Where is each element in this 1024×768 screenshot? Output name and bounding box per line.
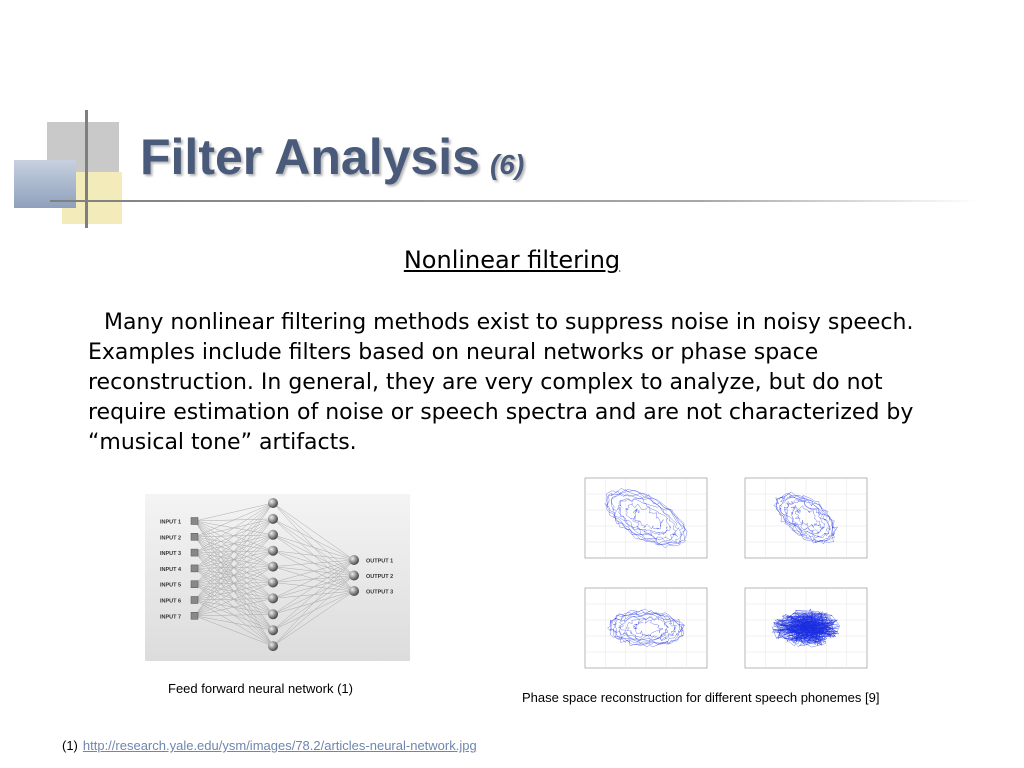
hidden-node (268, 562, 278, 572)
input-node (191, 549, 198, 556)
hidden-node (268, 498, 278, 508)
phase-space-caption: Phase space reconstruction for different speech phonemes [9] (522, 690, 880, 705)
hidden-node (268, 530, 278, 540)
input-label: INPUT 3 (160, 551, 182, 558)
hidden-node (268, 641, 278, 651)
hidden-node (268, 593, 278, 603)
section-heading: Nonlinear filtering (403, 246, 621, 274)
output-label: OUTPUT 1 (366, 558, 394, 565)
input-label: INPUT 6 (160, 598, 182, 605)
hidden-node (268, 578, 278, 588)
input-node (191, 565, 198, 572)
footnote-link[interactable]: http://research.yale.edu/ysm/images/78.2/articles-neural-network.jpg (82, 738, 477, 753)
phase-space-figure (555, 470, 880, 670)
phase-space-plots (555, 470, 880, 670)
hidden-node (268, 625, 278, 635)
slide-title-number: (6) (489, 149, 525, 180)
footnote-marker: (1) (62, 738, 78, 753)
input-node (191, 581, 198, 588)
phase-plot-panel (585, 588, 707, 668)
connection-lines (195, 503, 354, 646)
phase-plot-panel (585, 478, 707, 558)
slide-title-text: Filter Analysis (140, 129, 480, 185)
hidden-node (268, 609, 278, 619)
output-node (349, 555, 359, 565)
input-label: INPUT 1 (160, 519, 182, 526)
output-node (349, 571, 359, 581)
slide-title (140, 128, 524, 186)
footnote (62, 738, 477, 753)
phase-plot-panel (745, 478, 867, 558)
input-label: INPUT 4 (160, 566, 182, 573)
title-underline-rule (50, 200, 980, 202)
neural-network-diagram (145, 494, 410, 661)
neural-network-figure (145, 494, 410, 661)
phase-plot-panel (745, 588, 867, 668)
neural-network-caption: Feed forward neural network (1) (168, 681, 353, 696)
hidden-node (268, 514, 278, 524)
input-node (191, 612, 198, 619)
output-label: OUTPUT 3 (366, 589, 394, 596)
body-paragraph: Many nonlinear filtering methods exist to suppress noise in noisy speech. Examples include filters based on neural networks or phase space reconstruction. In general, they are very complex to analyze, but do not require estimation of noise or speech spectra and are not characterized by “musical tone” artifacts. (88, 310, 914, 455)
input-label: INPUT 5 (160, 582, 182, 589)
hidden-node (268, 546, 278, 556)
input-label: INPUT 2 (160, 535, 182, 542)
input-node (191, 518, 198, 525)
output-node (349, 586, 359, 596)
input-label: INPUT 7 (160, 614, 182, 621)
input-node (191, 533, 198, 540)
decor-vertical-line (85, 110, 88, 228)
output-label: OUTPUT 2 (366, 574, 394, 580)
input-node (191, 597, 198, 604)
